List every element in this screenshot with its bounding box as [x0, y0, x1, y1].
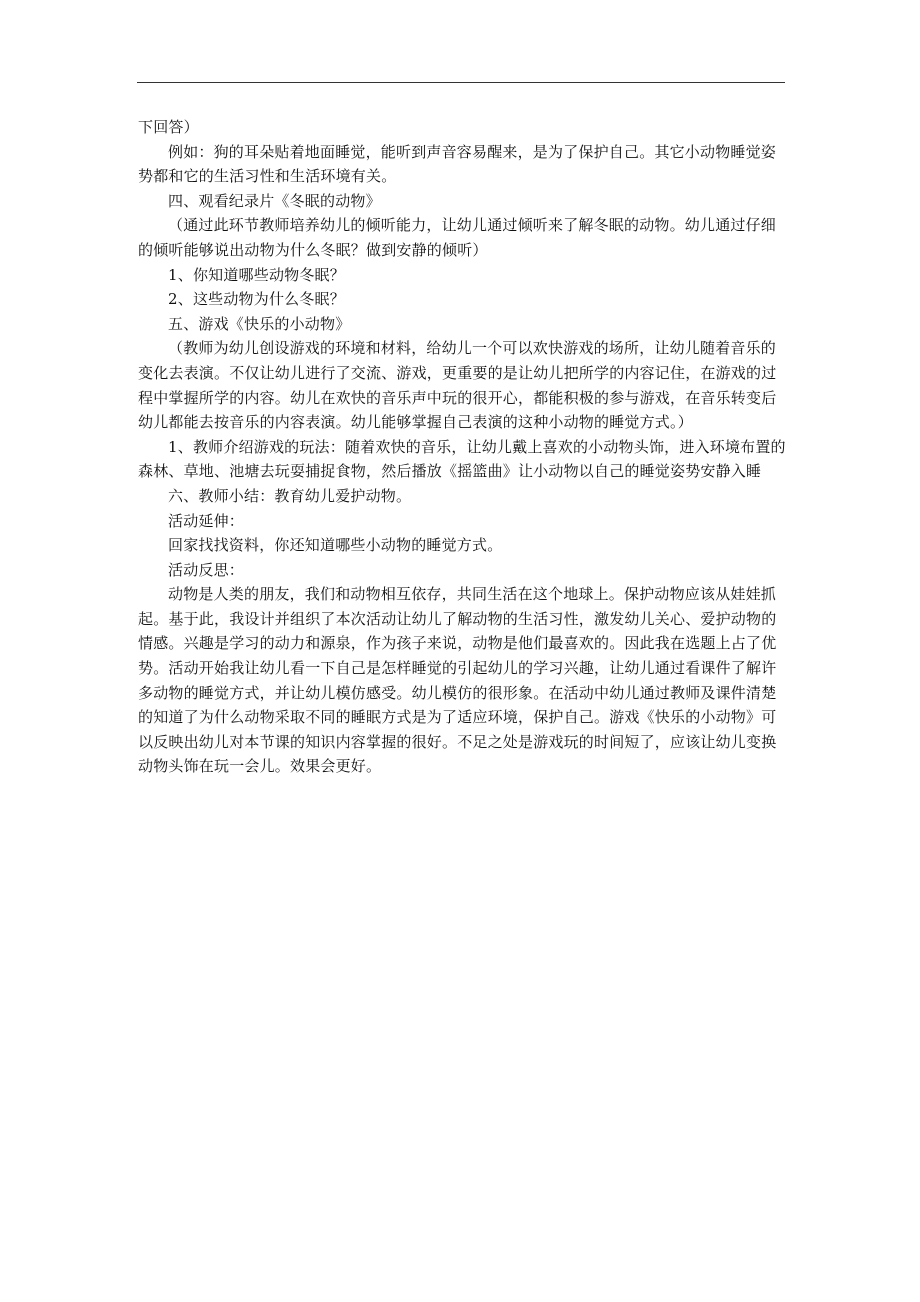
paragraph-section-4-note: （通过此环节教师培养幼儿的倾听能力，让幼儿通过倾听来了解冬眠的动物。幼儿通过仔细的倾听能够说出动物为什么冬眠？做到安静的倾听）: [138, 216, 777, 259]
extension-text: 回家找找资料，你还知道哪些小动物的睡觉方式。: [168, 536, 503, 555]
paragraph-game-rules: 1、教师介绍游戏的玩法：随着欢快的音乐，让幼儿戴上喜欢的小动物头饰，进入环境布置的森林、草地、池塘去玩耍捕捉食物，然后播放《摇篮曲》让小动物以自己的睡觉姿势安静入睡: [138, 437, 786, 481]
reflection-heading: 活动反思：: [168, 560, 245, 579]
paragraph-section-5-note: （教师为幼儿创设游戏的环境和材料，给幼儿一个可以欢快游戏的场所，让幼儿随着音乐的变化去表演。不仅让幼儿进行了交流、游戏，更重要的是让幼儿把所学的内容记住，在游戏的过程中掌握所学的内容。幼儿在欢快的音乐声中玩的很开心，都能积极的参与游戏，在音乐转变后幼儿都能去按音乐的内容表演。幼儿能够掌握自己表演的这种小动物的睡觉方式。）: [138, 339, 777, 432]
reflection-text: 动物是人类的朋友，我们和动物相互依存，共同生活在这个地球上。保护动物应该从娃娃抓起。基于此，我设计并组织了本次活动让幼儿了解动物的生活习性，激发幼儿关心、爱护动物的情感。兴趣是学习的动力和源泉，作为孩子来说，动物是他们最喜欢的。因此我在选题上占了优势。活动开始我让幼儿看一下自己是怎样睡觉的引起幼儿的学习兴趣，让幼儿通过看课件了解许多动物的睡觉方式，并让幼儿模仿感受。幼儿模仿的很形象。在活动中幼儿通过教师及课件清楚的知道了为什么动物采取不同的睡眠方式是为了适应环境，保护自己。游戏《快乐的小动物》可以反映出幼儿对本节课的知识内容掌握的很好。不足之处是游戏玩的时间短了，应该让幼儿变换动物头饰在玩一会儿。效果会更好。: [138, 585, 777, 776]
header-rule: [137, 82, 785, 83]
section-heading-6: 六、教师小结：教育幼儿爱护动物。: [168, 486, 412, 505]
question-2: 2、这些动物为什么冬眠？: [168, 290, 345, 309]
section-heading-4: 四、观看纪录片《冬眠的动物》: [168, 191, 381, 210]
paragraph-continuation: 下回答）: [138, 118, 199, 136]
extension-heading: 活动延伸：: [168, 511, 245, 530]
paragraph-example: 例如：狗的耳朵贴着地面睡觉，能听到声音容易醒来，是为了保护自己。其它小动物睡觉姿势都和它的生活习性和生活环境有关。: [138, 142, 777, 186]
section-heading-5: 五、游戏《快乐的小动物》: [168, 314, 351, 333]
question-1: 1、你知道哪些动物冬眠？: [168, 265, 345, 284]
document-body: [138, 115, 788, 779]
